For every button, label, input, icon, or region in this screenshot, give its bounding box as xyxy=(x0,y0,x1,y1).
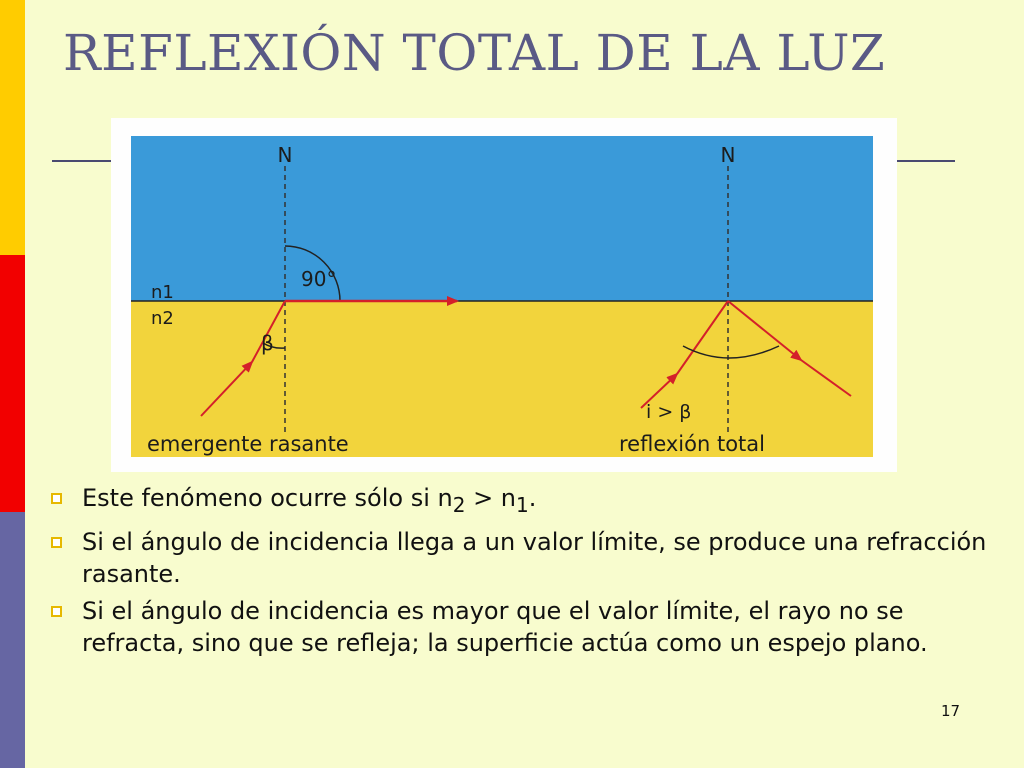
bullet-text: Si el ángulo de incidencia es mayor que el valor límite, el rayo no se refracta, sino que se refleja; la superficie actúa como un espejo plano. xyxy=(82,596,928,657)
caption-total-reflection: reflexión total xyxy=(619,432,765,456)
side-bar-yellow xyxy=(0,0,25,255)
angle-beta-label: β xyxy=(261,331,274,355)
normal-label-left: N xyxy=(277,143,293,167)
refraction-diagram xyxy=(111,118,897,472)
medium-label-n2: n2 xyxy=(151,308,174,329)
side-bar-purple xyxy=(0,512,25,768)
bullet-item xyxy=(45,595,995,659)
page-number: 17 xyxy=(941,702,961,720)
bullet-item xyxy=(45,482,995,521)
diagram-svg xyxy=(111,118,897,472)
medium-label-n1: n1 xyxy=(151,282,174,303)
caption-grazing: emergente rasante xyxy=(147,432,349,456)
bullet-text-pre: Este fenómeno ocurre sólo si n xyxy=(82,484,453,512)
slide-title: REFLEXIÓN TOTAL DE LA LUZ xyxy=(63,24,886,82)
bullet-text-post: . xyxy=(528,484,537,512)
square-bullet-icon xyxy=(51,537,62,548)
subscript-2: 2 xyxy=(452,492,466,517)
bullet-item xyxy=(45,526,995,590)
square-bullet-icon xyxy=(51,606,62,617)
upper-medium xyxy=(131,136,873,301)
subscript-1: 1 xyxy=(516,492,529,517)
angle-relation-label: i > β xyxy=(646,401,692,423)
title-underline-left xyxy=(52,160,112,162)
angle-90-label: 90° xyxy=(301,267,337,291)
bullet-text-mid: > n xyxy=(465,484,517,512)
side-bar-red xyxy=(0,255,25,512)
bullet-list xyxy=(45,482,995,664)
bullet-text: Si el ángulo de incidencia llega a un valor límite, se produce una refracción rasante. xyxy=(82,527,987,588)
square-bullet-icon xyxy=(51,493,62,504)
normal-label-right: N xyxy=(720,143,736,167)
title-underline-right xyxy=(895,160,955,162)
